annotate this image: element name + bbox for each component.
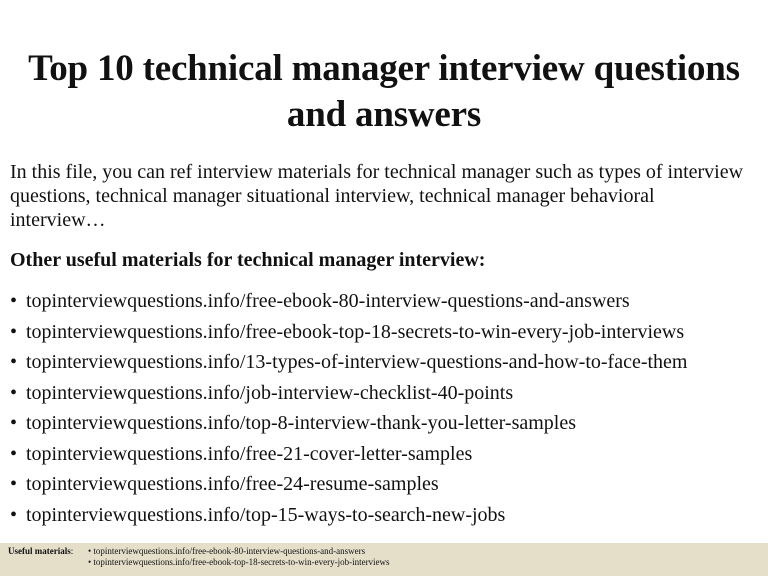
materials-link-list: [10, 289, 760, 533]
footer-label: [8, 546, 73, 557]
bullet-icon: •: [10, 442, 18, 465]
footer-list-item[interactable]: [88, 557, 390, 568]
footer-label-text: Useful materials: [8, 546, 71, 556]
footer-bar: [0, 543, 768, 576]
footer-link-text[interactable]: topinterviewquestions.info/free-ebook-80-interview-questions-and-answers: [93, 546, 366, 556]
link-text[interactable]: topinterviewquestions.info/top-15-ways-to-search-new-jobs: [26, 503, 506, 526]
bullet-icon: •: [10, 412, 18, 434]
list-item[interactable]: [10, 472, 760, 503]
footer-link-text[interactable]: topinterviewquestions.info/free-ebook-top-18-secrets-to-win-every-job-interviews: [93, 557, 390, 567]
title-line-1: Top 10 technical manager interview questions: [28, 48, 740, 89]
link-text[interactable]: topinterviewquestions.info/top-8-interview-thank-you-letter-samples: [26, 412, 577, 434]
list-item[interactable]: [10, 381, 760, 412]
link-text[interactable]: topinterviewquestions.info/free-ebook-80-interview-questions-and-answers: [26, 290, 630, 312]
list-item[interactable]: [10, 411, 760, 442]
list-item[interactable]: [10, 289, 760, 320]
footer-link-list: [88, 546, 390, 568]
title-line-2: and answers: [286, 94, 482, 135]
link-text[interactable]: topinterviewquestions.info/job-interview-checklist-40-points: [26, 381, 514, 404]
link-text[interactable]: topinterviewquestions.info/13-types-of-interview-questions-and-how-to-face-them: [26, 351, 688, 373]
bullet-icon: •: [10, 320, 18, 343]
list-item[interactable]: [10, 442, 760, 473]
link-text[interactable]: topinterviewquestions.info/free-ebook-top-18-secrets-to-win-every-job-interviews: [26, 320, 685, 343]
bullet-icon: •: [88, 546, 92, 556]
list-item[interactable]: [10, 503, 760, 534]
bullet-icon: •: [10, 381, 18, 404]
intro-paragraph: In this file, you can ref interview materials for technical manager such as types of interview questions, technical manager situational interview, technical manager behavioral interview…: [10, 161, 744, 231]
list-item[interactable]: [10, 320, 760, 351]
list-item[interactable]: [10, 350, 760, 381]
footer-list-item[interactable]: [88, 546, 390, 557]
bullet-icon: •: [10, 290, 18, 312]
link-text[interactable]: topinterviewquestions.info/free-24-resume-samples: [26, 473, 439, 495]
bullet-icon: •: [88, 557, 92, 567]
footer-label-colon: :: [70, 546, 74, 556]
link-text[interactable]: topinterviewquestions.info/free-21-cover-letter-samples: [26, 442, 473, 465]
page-title: [0, 46, 768, 138]
bullet-icon: •: [10, 351, 18, 373]
materials-heading: Other useful materials for technical manager interview:: [10, 249, 486, 271]
bullet-icon: •: [10, 473, 18, 495]
bullet-icon: •: [10, 503, 18, 526]
